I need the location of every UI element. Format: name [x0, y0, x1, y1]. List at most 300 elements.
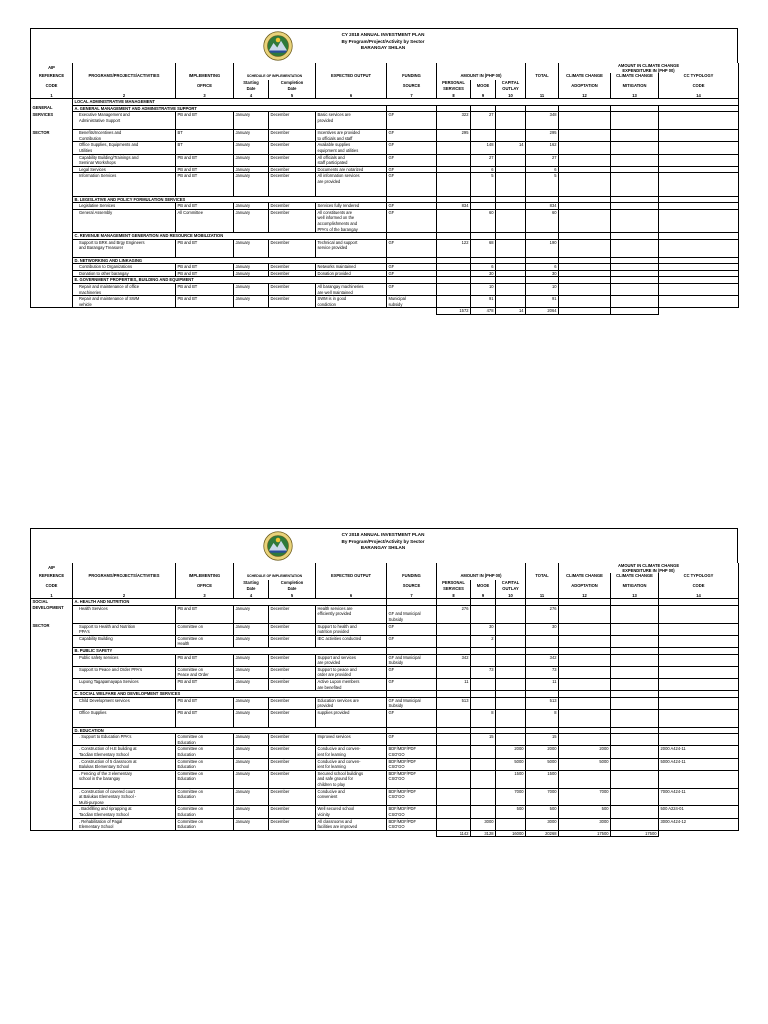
- office-cell: [176, 166, 234, 173]
- expected-output-cell-line: nutrition provided: [317, 629, 349, 635]
- funding-source-cell-line: GF: [388, 173, 395, 179]
- cc-adaptation-cell: [559, 709, 611, 727]
- totals-blank: [387, 308, 437, 315]
- capital-header: [496, 580, 526, 593]
- office-header: IMPLEMENTING: [176, 73, 234, 80]
- cc-typology-cell: [659, 203, 739, 210]
- completion-date-cell: December: [269, 130, 316, 142]
- office-cell: [176, 130, 234, 142]
- cc-typology-cell: [659, 264, 739, 271]
- column-number: 14: [659, 93, 739, 99]
- expected-output-cell: [316, 112, 387, 130]
- expected-output-cell-line: are provided: [317, 178, 341, 184]
- expected-output-cell-line: Health services are: [317, 605, 353, 611]
- office-cell-line: PB and BT: [177, 654, 198, 660]
- column-number: 3: [176, 593, 234, 599]
- expected-output-cell-line: IEC activities conducted: [317, 635, 362, 641]
- mitigation-header: CLIMATE CHANGE: [611, 73, 659, 80]
- office-header: OFFICE: [176, 80, 234, 93]
- funding-source-cell: [387, 142, 437, 154]
- expected-output-cell: [316, 605, 387, 623]
- climate-header: [559, 63, 739, 73]
- section-heading-row: [31, 277, 739, 284]
- total-cell: 27: [526, 154, 559, 166]
- expected-output-cell: [316, 173, 387, 196]
- section-heading-fill: [316, 727, 387, 734]
- adaptation-header: ADOPTATION: [559, 80, 611, 93]
- expected-output-cell: [316, 818, 387, 830]
- total-cell: 500: [526, 806, 559, 818]
- section-heading-fill: [496, 599, 526, 606]
- funding-source-cell: [387, 239, 437, 257]
- section-heading-fill: [496, 105, 526, 112]
- start-header-line: Date: [246, 586, 256, 592]
- capital-outlay-cell: [496, 818, 526, 830]
- cc-mitigation-cell: [611, 678, 659, 690]
- column-number: 13: [611, 93, 659, 99]
- section-heading-fill: [316, 277, 387, 284]
- funding-source-cell: [387, 209, 437, 232]
- output-header: [316, 563, 387, 573]
- cc-adaptation-cell: [559, 264, 611, 271]
- ppa-cell: [73, 239, 176, 257]
- completion-date-cell: December: [269, 697, 316, 709]
- funding-source-cell-line: CSO'GO: [388, 752, 405, 758]
- ppa-cell-line: . Fencing of the 3 elementary: [79, 770, 133, 776]
- section-heading-fill: [526, 727, 559, 734]
- section-heading-fill: [387, 727, 437, 734]
- section-heading-fill: [496, 233, 526, 240]
- funding-header: [387, 563, 437, 573]
- completion-date-cell: December: [269, 173, 316, 196]
- cc-mitigation-cell: [611, 666, 659, 678]
- office-cell: [176, 284, 234, 296]
- section-heading-fill: [437, 727, 471, 734]
- cc-mitigation-cell: [611, 264, 659, 271]
- start-date-cell: January: [234, 678, 269, 690]
- cc-mitigation-cell: [611, 112, 659, 130]
- start-header-line: Starting: [243, 79, 259, 85]
- expected-output-cell-line: service provided: [317, 245, 348, 251]
- completion-date-cell: December: [269, 734, 316, 746]
- totals-blank: [659, 830, 739, 837]
- schedule-header: SCHEDULE OF IMPLEMENTATION: [234, 73, 316, 80]
- table-row: [31, 239, 739, 257]
- ppa-cell-line: Office Supplies, Equipments and: [79, 142, 139, 148]
- section-heading-fill: [437, 599, 471, 606]
- completion-date-cell: December: [269, 239, 316, 257]
- capital-outlay-cell: 2000: [496, 746, 526, 758]
- totals-blank: [176, 830, 234, 837]
- expected-output-cell: [316, 654, 387, 666]
- section-heading-fill: [437, 196, 471, 203]
- total-cell: 162: [526, 142, 559, 154]
- ppa-cell-line: [79, 251, 174, 257]
- section-heading: C. REVENUE MANAGEMENT GENERATION AND RESOURCE MOBILIZATION: [73, 233, 316, 240]
- capital-outlay-cell: 1500: [496, 770, 526, 788]
- capital-outlay-cell: [496, 173, 526, 196]
- funding-source-cell: [387, 678, 437, 690]
- section-heading-fill: [611, 647, 659, 654]
- ppa-cell-line: at Balukas Elementary School -: [79, 794, 137, 800]
- cc-adaptation-cell: 500: [559, 806, 611, 818]
- start-date-cell: January: [234, 166, 269, 173]
- funding-source-cell-line: GF: [388, 284, 395, 289]
- funding-source-cell: [387, 166, 437, 173]
- sector-label: [31, 788, 73, 806]
- cc-adaptation-cell: 2000: [559, 746, 611, 758]
- mooe-header: MOOE: [471, 80, 496, 93]
- capital-header-line: CAPITAL: [501, 79, 520, 85]
- completion-date-cell: December: [269, 296, 316, 308]
- expected-output-cell-line: Support and services: [317, 654, 356, 660]
- section-heading-fill: [559, 196, 611, 203]
- funding-source-cell-line: Subsidy: [388, 616, 404, 622]
- ppa-cell-line: Tacdian Elementary School: [79, 752, 129, 758]
- cc-mitigation-cell: [611, 284, 659, 296]
- funding-source-cell-line: Subsidy: [388, 703, 404, 709]
- ppa-cell: [73, 788, 176, 806]
- section-heading-fill: [471, 277, 496, 284]
- office-cell-line: Committee on: [177, 746, 203, 752]
- table-row: [31, 264, 739, 271]
- sector-label: [31, 818, 73, 830]
- sector-label: [31, 666, 73, 678]
- section-heading-fill: [611, 233, 659, 240]
- office-cell-line: PB and BT: [177, 284, 198, 289]
- office-cell: [176, 296, 234, 308]
- completion-date-cell: December: [269, 666, 316, 678]
- cc-typology-cell: [659, 770, 739, 788]
- completion-date-cell: December: [269, 112, 316, 130]
- personal-services-cell: 295: [437, 130, 471, 142]
- mooe-cell: 68: [471, 239, 496, 257]
- expected-output-cell-line: All constituents are: [317, 209, 353, 215]
- capital-outlay-cell: [496, 666, 526, 678]
- section-heading-fill: [471, 233, 496, 240]
- mooe-cell: [471, 654, 496, 666]
- climate-header-line: AMOUNT IN CLIMATE CHANGE: [617, 63, 680, 68]
- start-header-line: Date: [246, 86, 256, 92]
- completion-header: [269, 580, 316, 593]
- totals-blank: [316, 308, 387, 315]
- capital-outlay-cell: [496, 654, 526, 666]
- cc-adaptation-cell: [559, 284, 611, 296]
- table-row: [31, 806, 739, 818]
- office-cell: [176, 264, 234, 271]
- personal-services-cell: 122: [437, 239, 471, 257]
- section-heading-fill: [611, 277, 659, 284]
- expected-output-cell: [316, 746, 387, 758]
- mooe-cell: [471, 806, 496, 818]
- column-number: 12: [559, 593, 611, 599]
- expected-output-cell-line: supplies provided: [317, 709, 350, 715]
- personal-services-cell: [437, 296, 471, 308]
- table-row: [31, 623, 739, 635]
- ppa-cell-line: [79, 782, 174, 788]
- expected-output-cell: [316, 758, 387, 770]
- total-personal-services: 1572: [437, 308, 471, 315]
- mooe-header: MOOE: [471, 580, 496, 593]
- output-header: EXPECTED OUTPUT: [316, 73, 387, 80]
- total-capital-outlay: 14: [496, 308, 526, 315]
- totals-blank: [659, 308, 739, 315]
- column-number: 5: [269, 593, 316, 599]
- table-row: [31, 605, 739, 623]
- mooe-cell: [471, 697, 496, 709]
- total-cell: 348: [526, 112, 559, 130]
- sector-label: [31, 727, 73, 734]
- cc-typology-cell: [659, 130, 739, 142]
- office-cell: [176, 666, 234, 678]
- expected-output-cell-line: facilities are improved: [317, 824, 358, 830]
- funding-header: SOURCE: [387, 80, 437, 93]
- section-heading-fill: [659, 727, 739, 734]
- start-date-cell: January: [234, 154, 269, 166]
- cc-mitigation-cell: [611, 635, 659, 647]
- cc-mitigation-cell: [611, 209, 659, 232]
- funding-source-cell-line: CSO'GO: [388, 811, 405, 817]
- expected-output-cell-line: Donation provided: [317, 270, 351, 276]
- mooe-cell: [471, 203, 496, 210]
- funding-source-cell: [387, 746, 437, 758]
- table-row: [31, 173, 739, 196]
- ppa-cell: [73, 678, 176, 690]
- totals-row: [31, 308, 739, 315]
- total-cell: 15: [526, 734, 559, 746]
- ppa-cell-line: . Backfilling and riprapping at: [79, 806, 132, 812]
- section-heading-fill: [471, 599, 496, 606]
- office-cell-line: PB and BT: [177, 605, 198, 611]
- section-heading-fill: [559, 257, 611, 264]
- expected-output-cell-line: are provided: [317, 660, 341, 666]
- section-heading-fill: [387, 277, 437, 284]
- total-cell: 7000: [526, 788, 559, 806]
- output-header: [316, 580, 387, 593]
- column-number: 8: [437, 593, 471, 599]
- table-row: [31, 284, 739, 296]
- capital-outlay-cell: [496, 209, 526, 232]
- capital-outlay-cell: [496, 635, 526, 647]
- mooe-cell: 27: [471, 112, 496, 130]
- ppa-cell: [73, 130, 176, 142]
- expected-output-cell-line: Support to health and: [317, 623, 357, 629]
- climate-header-line: AMOUNT IN CLIMATE CHANGE: [617, 563, 680, 568]
- section-heading-fill: [659, 233, 739, 240]
- mooe-cell: 30: [471, 270, 496, 277]
- ppa-cell: [73, 806, 176, 818]
- ppa-cell-line: Contribution: [79, 135, 102, 141]
- office-cell: [176, 758, 234, 770]
- total-header: TOTAL: [526, 73, 559, 80]
- cc-adaptation-cell: 5000: [559, 758, 611, 770]
- ppa-cell: [73, 284, 176, 296]
- column-number: 1: [31, 593, 73, 599]
- office-cell: [176, 142, 234, 154]
- completion-date-cell: December: [269, 264, 316, 271]
- table-row: [31, 635, 739, 647]
- ppa-cell-line: Information Services: [79, 173, 117, 179]
- ppa-cell-line: [79, 190, 174, 196]
- grand-total: 2064: [526, 308, 559, 315]
- program-label: LOCAL ADMINISTRATIVE MANAGEMENT: [73, 99, 739, 106]
- funding-source-cell-line: GF: [388, 734, 395, 740]
- ppa-cell: [73, 623, 176, 635]
- completion-date-cell: December: [269, 623, 316, 635]
- expected-output-cell-line: Documents are notarized: [317, 166, 364, 172]
- section-heading-fill: [387, 647, 437, 654]
- total-cell: 30: [526, 623, 559, 635]
- funding-source-cell-line: GF: [388, 264, 395, 270]
- total-cell: 8: [526, 709, 559, 727]
- expected-output-cell-line: accomplishments and: [317, 221, 358, 227]
- aip-table: [30, 63, 739, 315]
- totals-row: [31, 830, 739, 837]
- grand-total: 20268: [526, 830, 559, 837]
- ppa-cell-line: Elementary School: [79, 824, 114, 830]
- expected-output-cell-line: Improved services: [317, 734, 351, 740]
- expected-output-cell-line: All classrooms and: [317, 818, 352, 824]
- personal-services-cell: [437, 734, 471, 746]
- total-header: [526, 80, 559, 93]
- column-number: 7: [387, 593, 437, 599]
- funding-source-cell: [387, 130, 437, 142]
- capital-outlay-cell: [496, 284, 526, 296]
- aip-header: REFERENCE: [31, 573, 73, 580]
- section-heading-fill: [496, 196, 526, 203]
- expected-output-cell: [316, 697, 387, 709]
- total-cell: 6: [526, 264, 559, 271]
- cc-adaptation-cell: [559, 666, 611, 678]
- completion-date-cell: December: [269, 166, 316, 173]
- cc-typology-cell: [659, 142, 739, 154]
- personal-services-cell: 834: [437, 203, 471, 210]
- completion-date-cell: December: [269, 203, 316, 210]
- cc-adaptation-cell: 3000: [559, 818, 611, 830]
- section-heading-fill: [471, 727, 496, 734]
- ppa-cell: [73, 770, 176, 788]
- cc-typology-cell: [659, 678, 739, 690]
- title-line: By Program/Project/Activity by Sector: [341, 38, 425, 44]
- section-heading-fill: [526, 647, 559, 654]
- section-heading-fill: [611, 105, 659, 112]
- cc-mitigation-cell: [611, 130, 659, 142]
- ppa-header: [73, 563, 176, 573]
- expected-output-cell-line: PPA's of the barangay: [317, 226, 358, 232]
- ppa-cell-line: Health Services: [79, 605, 108, 611]
- cc-typology-cell: 500 A224-01: [659, 806, 739, 818]
- totals-blank: [269, 830, 316, 837]
- cc-adaptation-cell: [559, 654, 611, 666]
- mitigation-header: MITIGATION: [611, 580, 659, 593]
- capital-outlay-cell: [496, 264, 526, 271]
- personal-services-cell: [437, 154, 471, 166]
- funding-source-cell-line: GF: [388, 678, 395, 684]
- totals-blank: [73, 308, 176, 315]
- total-header: [526, 563, 559, 573]
- funding-source-cell-line: BDF/MDF/PDF: [388, 806, 417, 812]
- office-cell-line: Committee on: [177, 758, 203, 764]
- sector-label: [31, 654, 73, 666]
- total-cell: 2000: [526, 746, 559, 758]
- office-cell: [176, 806, 234, 818]
- personal-services-cell: 11: [437, 678, 471, 690]
- personal-services-cell: [437, 709, 471, 727]
- funding-source-cell-line: Municipal: [388, 296, 406, 302]
- personal-services-cell: [437, 284, 471, 296]
- personal-services-cell: [437, 818, 471, 830]
- personal-services-cell: [437, 788, 471, 806]
- ppa-cell-line: PPA's: [79, 629, 90, 635]
- start-date-cell: January: [234, 818, 269, 830]
- cc-mitigation-cell: [611, 623, 659, 635]
- total-capital-outlay: 16000: [496, 830, 526, 837]
- cc-mitigation-cell: [611, 173, 659, 196]
- personal-services-cell: [437, 806, 471, 818]
- ppa-cell-line: . Construction of H.E building at: [79, 746, 137, 752]
- totals-blank: [176, 308, 234, 315]
- funding-source-cell: [387, 154, 437, 166]
- cc-adaptation-cell: [559, 142, 611, 154]
- mitigation-header: MITIGATION: [611, 80, 659, 93]
- capital-header-line: OUTLAY: [502, 86, 519, 92]
- capital-outlay-cell: [496, 270, 526, 277]
- cc-mitigation-cell: [611, 203, 659, 210]
- funding-source-cell-line: Subsidy: [388, 660, 404, 666]
- table-row: [31, 788, 739, 806]
- funding-source-cell-line: GF: [388, 270, 395, 276]
- funding-source-cell-line: GF and Municipal: [388, 697, 421, 703]
- title-line: CY 2018 ANNUAL INVESTMENT PLAN: [341, 32, 425, 37]
- capital-outlay-cell: [496, 709, 526, 727]
- expected-output-cell-line: ient for learning: [317, 764, 346, 770]
- cc-typology-cell: 3000 A424-12: [659, 818, 739, 830]
- section-heading: A. HEALTH AND NUTRITION: [73, 599, 316, 606]
- capital-outlay-cell: [496, 697, 526, 709]
- total-header: TOTAL: [526, 573, 559, 580]
- expected-output-cell: [316, 296, 387, 308]
- section-heading-fill: [437, 105, 471, 112]
- sector-label: [31, 806, 73, 818]
- cc-adaptation-cell: [559, 605, 611, 623]
- mooe-cell: [471, 746, 496, 758]
- office-cell-line: Education: [177, 811, 196, 817]
- personal-services-cell: [437, 270, 471, 277]
- funding-source-cell: [387, 818, 437, 830]
- ppa-cell: [73, 746, 176, 758]
- table-row: [31, 770, 739, 788]
- start-date-cell: January: [234, 758, 269, 770]
- section-heading: D. NETWORKING AND LINKAGING: [73, 257, 316, 264]
- personal-header: [437, 80, 471, 93]
- completion-date-cell: December: [269, 709, 316, 727]
- table-row: [31, 709, 739, 727]
- funding-source-cell-line: GF: [388, 142, 395, 148]
- office-cell-line: Committee on: [177, 734, 203, 740]
- section-heading-fill: [526, 599, 559, 606]
- capital-header-line: CAPITAL: [501, 579, 520, 585]
- expected-output-cell-line: All barangay machineries: [317, 284, 364, 289]
- start-header: [234, 580, 269, 593]
- cc-typology-cell: [659, 734, 739, 746]
- section-heading: E. GOVERNMENT PROPERTIES, BUILDING AND EQUIPMENT: [73, 277, 316, 284]
- expected-output-cell: [316, 239, 387, 257]
- personal-services-cell: [437, 758, 471, 770]
- office-cell-line: BT: [177, 130, 183, 136]
- section-heading-fill: [526, 257, 559, 264]
- funding-source-cell: [387, 284, 437, 296]
- office-cell-line: PB and BT: [177, 678, 198, 684]
